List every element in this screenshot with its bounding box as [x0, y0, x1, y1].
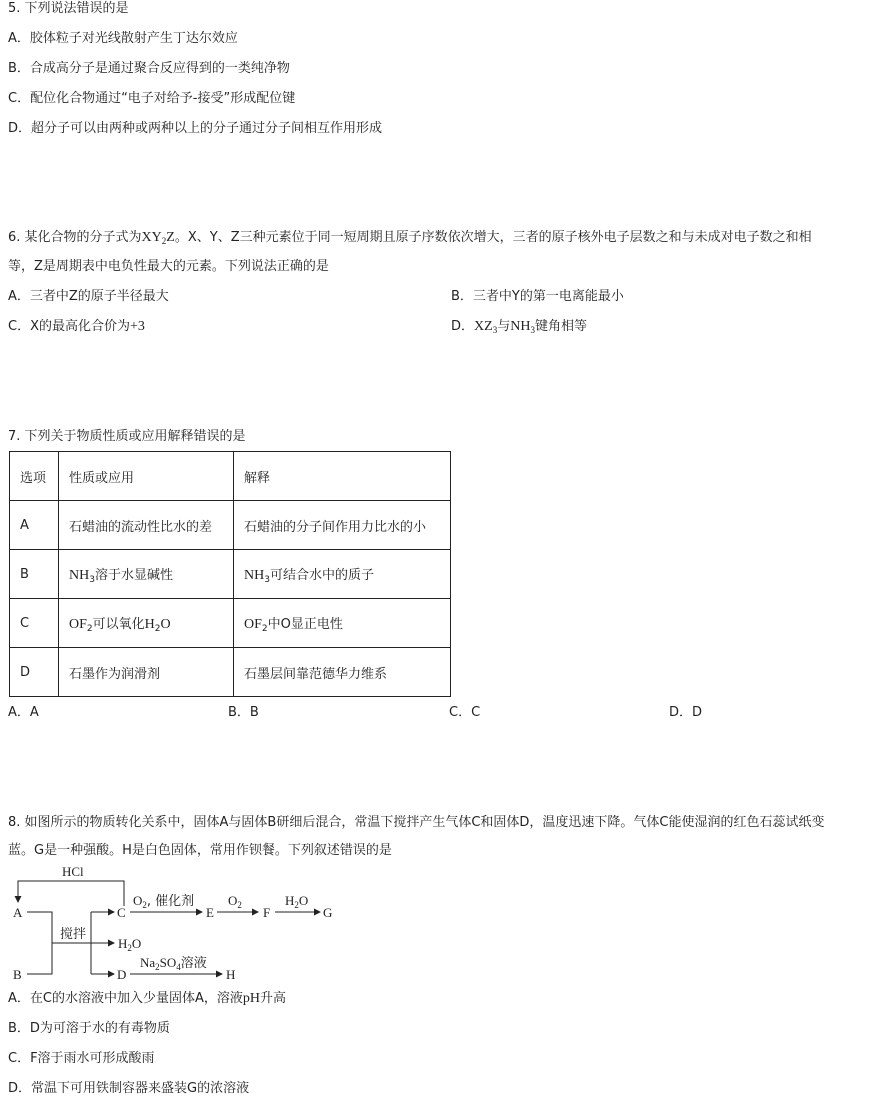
node-c: C	[117, 905, 126, 920]
q6-stem-line1: 6. 某化合物的分子式为$XY_2Z$。X、Y、Z三种元素位于同一短周期且原子序数依次增大，三者的原子核外电子层数之和与未成对电子数之和相	[8, 230, 812, 246]
row-explanation: $NH_3$可结合水中的质子	[234, 550, 451, 599]
row-explanation: 石墨层间靠范德华力维系	[234, 648, 451, 697]
table-row	[10, 599, 451, 648]
node-b: B	[13, 967, 22, 982]
q6-formula: $XY_2Z$	[141, 230, 175, 246]
row-property: 石墨作为润滑剂	[59, 648, 234, 697]
table-row	[10, 550, 451, 599]
node-a: A	[13, 905, 23, 920]
q8-stem-line1: 8. 如图所示的物质转化关系中，固体A与固体B研细后混合，常温下搅拌产生气体C和固体D，温度迅速下降。气体C能使湿润的红色石蕊试纸变	[8, 815, 825, 830]
node-d: D	[117, 967, 127, 982]
row-property: $OF_2$可以氧化$H_2O$	[59, 599, 234, 648]
hcl-label: HCl	[62, 864, 84, 879]
q5-option-d: D．超分子可以由两种或两种以上的分子通过分子间相互作用形成	[8, 121, 383, 136]
q5-option-a: A．胶体粒子对光线散射产生丁达尔效应	[8, 31, 238, 46]
table-header-row	[10, 452, 451, 501]
node-e: E	[206, 905, 214, 920]
q6-option-a: A．三者中Z的原子半径最大	[8, 289, 169, 304]
transformation-diagram	[0, 860, 400, 985]
q8-option-b: B．D为可溶于水的有毒物质	[8, 1021, 170, 1036]
row-key: A	[10, 501, 59, 550]
row-key: C	[10, 599, 59, 648]
q7-stem: 7. 下列关于物质性质或应用解释错误的是	[8, 429, 246, 444]
table-row	[10, 501, 451, 550]
row-key: B	[10, 550, 59, 599]
q5-option-c: C．配位化合物通过“电子对给予-接受”形成配位键	[8, 91, 296, 106]
header-cell-explanation: 解释	[234, 452, 451, 501]
row-explanation: 石蜡油的分子间作用力比水的小	[234, 501, 451, 550]
header-cell-option: 选项	[10, 452, 59, 501]
row-property: $NH_3$溶于水显碱性	[59, 550, 234, 599]
row-explanation: $OF_2$中O显正电性	[234, 599, 451, 648]
header-cell-property: 性质或应用	[59, 452, 234, 501]
q6-option-c: C．X的最高化合价为+3	[8, 319, 145, 334]
o2-catalyst-label: $O_2$, 催化剂	[133, 893, 195, 910]
stir-label: 搅拌	[60, 927, 87, 942]
q6-option-d: D．$XZ_3$与$NH_3$键角相等	[451, 319, 587, 335]
q8-option-a: A．在C的水溶液中加入少量固体A，溶液pH升高	[8, 991, 287, 1006]
na2so4-label: $Na_2SO_4$溶液	[140, 955, 207, 972]
q8-stem-line2: 蓝。G是一种强酸。H是白色固体，常用作钡餐。下列叙述错误的是	[8, 843, 392, 858]
q7-option-c: C．C	[449, 705, 481, 720]
q5-option-b: B．合成高分子是通过聚合反应得到的一类纯净物	[8, 61, 290, 76]
q7-option-d: D．D	[669, 705, 703, 720]
node-h: H	[226, 967, 236, 982]
row-key: D	[10, 648, 59, 697]
q8-option-c: C．F溶于雨水可形成酸雨	[8, 1051, 155, 1066]
q5-stem: 5. 下列说法错误的是	[8, 1, 129, 16]
o2-label: $O_2$	[228, 893, 242, 910]
table-row	[10, 648, 451, 697]
row-property: 石蜡油的流动性比水的差	[59, 501, 234, 550]
node-h2o: $H_2O$	[118, 936, 142, 953]
hcl-arrow	[18, 881, 124, 906]
q7-option-a: A．A	[8, 705, 39, 720]
q7-option-b: B．B	[228, 705, 259, 720]
node-f: F	[263, 905, 271, 920]
q7-table	[9, 451, 451, 697]
mix-bracket	[27, 912, 52, 974]
q8-option-d: D．常温下可用铁制容器来盛装G的浓溶液	[8, 1081, 250, 1096]
q6-stem-line2: 等，Z是周期表中电负性最大的元素。下列说法正确的是	[8, 259, 329, 274]
node-g: G	[323, 905, 333, 920]
h2o-label: $H_2O$	[285, 893, 309, 910]
q6-option-b: B．三者中Y的第一电离能最小	[451, 289, 624, 304]
